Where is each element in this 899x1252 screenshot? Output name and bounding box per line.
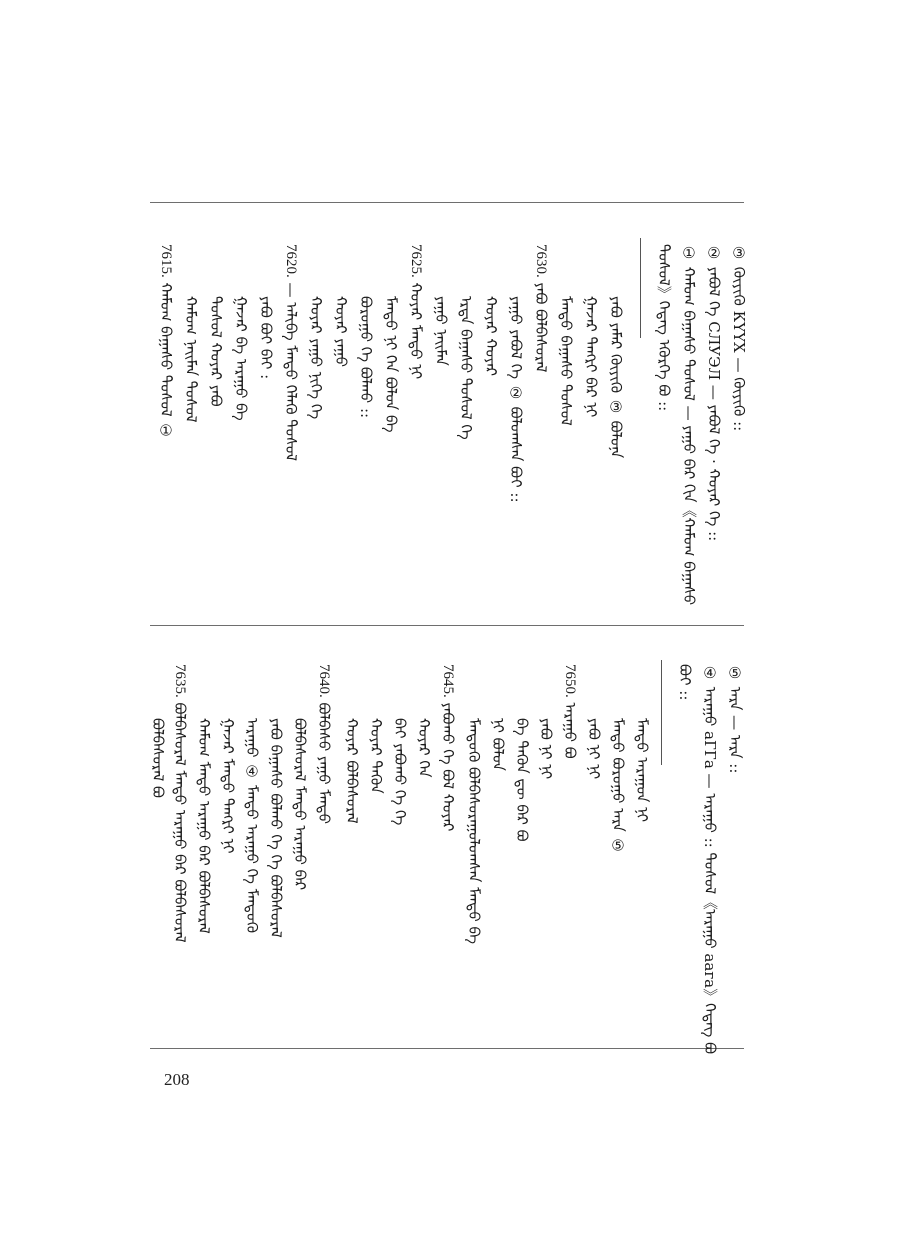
verse-line: ᠬᠣᠶᠠᠷ ᠬᠣᠶᠠᠷ <box>482 296 500 376</box>
verse-line: 7615. ᠬᠠᠮᠤᠭ ᠪᠠᠭᠠᠰᠤ ᠲᠤᠰᠤᠯ ① <box>157 244 175 440</box>
verse-line: ᠬᠣᠶᠠᠷ ᠪᠣᠯᠪᠠᠰᠤᠷᠠᠯ <box>343 718 361 824</box>
footnote-bottom-1: ⑤ ᠠᠷᠠ — ᠠᠷᠠ :: <box>726 664 744 774</box>
verse-line: ᠬᠠᠮᠤᠭ ᠮᠡᠨᠳᠦ ᠠᠷᠠᠭᠤ ᠪᠠᠷ ᠪᠣᠯᠪᠠᠰᠤᠷᠠᠯ <box>195 718 213 934</box>
verse-line: ᠨᠢ ᠪᠣᠯᠤᠨ <box>489 718 507 771</box>
verse-line: ᠶᠠᠪᠤ ᠨᠢ ᠨᠢ <box>537 718 555 780</box>
footnote-bottom-3: ᠪᠤᠢ :: <box>676 664 694 701</box>
footnote-separator-bottom <box>661 660 662 765</box>
footnote-separator-top <box>640 238 641 338</box>
verse-line: ᠮᠡᠨᠳᠦᠬᠦ ᠪᠣᠯᠪᠠᠰᠤᠷᠠᠭᠤᠯᠤᠭᠰᠠᠨ ᠮᠡᠨᠳᠦ ᠪᠠ <box>465 718 483 945</box>
line-number: 7620. <box>283 244 299 278</box>
line-number: 7630. <box>533 244 549 278</box>
top-rule <box>150 202 744 203</box>
verse-line: ᠶᠠᠪᠤ ᠪᠠᠭᠠᠰᠤ ᠪᠣᠯᠬᠤ ᠬᠡ ᠬᠡ ᠪᠣᠯᠪᠠᠰᠤᠷᠠᠯ <box>267 718 285 938</box>
verse-line: ᠭᠠᠵᠠᠷ ᠪᠠ ᠠᠷᠠᠭᠤ ᠪᠠ <box>232 296 250 421</box>
verse-line: ᠠᠷᠠᠭᠤ ④ ᠮᠡᠨᠳᠦ ᠠᠷᠠᠭᠤ ᠬᠡ ᠮᠡᠨᠳᠦᠬᠦ <box>243 718 261 933</box>
verse-line: 7635. ᠪᠣᠯᠪᠠᠰᠤᠷᠠᠯ ᠮᠡᠨᠳᠦ ᠠᠷᠠᠭᠤ ᠪᠠᠷ ᠪᠣᠯᠪᠠᠰᠤᠷᠠᠯ <box>171 664 189 943</box>
verse-line: ᠬᠣᠶᠠᠷ ᠬᠡᠨ <box>415 718 433 778</box>
verse-line: ᠪᠠ ᠲᠡᠭᠦᠨ ᠳᠦ ᠪᠠᠷ ᠪᠣ <box>513 718 531 842</box>
footnote-top-1: ③ ᠬᠦᠶᠢᠬᠦ КҮҮХ — ᠬᠦᠶᠢᠬᠦ :: <box>730 244 748 432</box>
footnote-top-4: ᠲᠤᠰᠤᠯ》ᠭᠡᠳᠡᠭ ᠡᠭᠦᠷᠭᠡ ᠪᠣ :: <box>655 244 673 412</box>
verse-line: ᠮᠡᠨᠳᠦ ᠪᠤᠷᠣᠭᠤ ᠠᠷᠠ ⑤ <box>609 718 627 855</box>
line-number: 7645. <box>440 664 456 698</box>
verse-line: ᠮᠡᠨᠳᠦ ᠠᠷᠠᠭᠤᠨ ᠨᠢ <box>633 718 651 823</box>
verse-line: ᠬᠣᠶᠠᠷ ᠶᠠᠭᠤ <box>332 296 350 367</box>
verse-line: ᠡᠷᠲᠡ ᠪᠠᠭᠠᠰᠤ ᠲᠤᠰᠤᠯ ᠬᠡ <box>457 296 475 440</box>
footnote-top-3: ① ᠬᠠᠮᠤᠭ ᠪᠠᠭᠠᠰᠤ ᠲᠤᠰᠤᠯ — ᠶᠠᠭᠤ ᠪᠠᠷ ᠬᠢᠨ《ᠬᠠᠮᠤᠭ ᠪᠠᠭᠠᠰᠤ <box>680 244 698 606</box>
verse-line: ᠪᠣᠯᠪᠠᠰᠤᠷᠠᠯ ᠮᠡᠨᠳᠦ ᠠᠷᠠᠭᠤ ᠪᠠᠷ <box>291 718 309 891</box>
verse-line: 7640. ᠪᠣᠯᠪᠠᠰᠤ ᠶᠠᠭᠤ ᠮᠡᠨᠳᠦ <box>315 664 333 825</box>
verse-line: 7630. ᠶᠠᠪᠤ ᠪᠣᠯᠪᠠᠰᠤᠷᠠᠯ <box>532 244 550 373</box>
verse-line: ᠶᠠᠪᠤ ᠶᠠᠮᠠᠷ ᠬᠦᠶᠢᠬᠦ ③ ᠪᠣᠯᠤᠨᠠ <box>607 296 625 459</box>
page-number: 208 <box>164 1070 190 1089</box>
verse-line: ᠪᠣᠯᠪᠠᠰᠤᠷᠠᠯ ᠪᠣ <box>149 718 167 798</box>
verse-line: ᠲᠤᠰᠤᠯ ᠬᠣᠶᠠᠷ ᠶᠠᠪᠤ <box>207 296 225 407</box>
verse-line: 7625. ᠬᠣᠶᠠᠷ ᠮᠡᠨᠳᠦ ᠨᠢ <box>407 244 425 380</box>
line-number: 7625. <box>408 244 424 278</box>
verse-line: ᠪᠤᠷᠣᠭᠤ ᠬᠡ ᠪᠣᠯᠬᠤ :: <box>357 296 375 419</box>
verse-line: ᠭᠠᠵᠠᠷ ᠲᠡᠩᠷᠢ ᠪᠠᠷ ᠨᠢ <box>582 296 600 418</box>
verse-line: ᠬᠣᠶᠠᠷ ᠶᠠᠭᠤ ᠨᠢᠭᠡ ᠬᠡ <box>307 296 325 420</box>
verse-line: 7620. — ᠠᠯᠢᠪᠠ ᠮᠡᠨᠳᠦ ᠬᠡᠯᠡᠬᠦ ᠲᠤᠰᠤᠯ <box>282 244 300 461</box>
footnote-bottom-2: ④ ᠠᠷᠠᠭᠤ аГГа — ᠠᠷᠠᠭᠤ :: ᠲᠤᠰᠤᠯ《ᠠᠷᠠᠭᠤ аага》ᠭᠡᠳᠡᠭ ᠪᠣ <box>701 664 719 1055</box>
line-number: 7615. <box>158 244 174 278</box>
bottom-rule <box>150 1048 744 1049</box>
middle-rule <box>150 625 744 626</box>
line-number: 7635. <box>172 664 188 698</box>
footnote-top-2: ② ᠶᠠᠪᠤᠯ ᠬᠡ СЛУЭЛ — ᠶᠠᠪᠤᠯ ᠬᠡ · ᠬᠣᠶᠠᠷ ᠬᠡ :: <box>705 244 723 542</box>
verse-line: ᠬᠠᠮᠤᠭ ᠨᠠᠢᠮᠠᠨ ᠲᠤᠰᠤᠯ <box>182 296 200 423</box>
verse-line: ᠶᠠᠭᠤ ᠨᠠᠢᠮᠠᠨ <box>432 296 450 366</box>
verse-line: ᠮᠡᠨᠳᠦ ᠪᠠᠭᠠᠰᠤ ᠲᠤᠰᠤᠯ <box>557 296 575 426</box>
verse-line: ᠭᠠᠵᠠᠷ ᠮᠡᠨᠳᠦ ᠲᠡᠩᠷᠢ ᠨᠢ <box>219 718 237 854</box>
verse-line: 7645. ᠶᠠᠪᠤᠬᠤ ᠬᠡ ᠪᠣᠯ ᠬᠣᠶᠠᠷ <box>439 664 457 832</box>
verse-line: ᠶᠠᠪᠤ ᠪᠤᠢ ᠪᠠᠢ : <box>257 296 275 380</box>
verse-line: ᠶᠠᠭᠤ ᠶᠠᠪᠤᠯ ᠬᠡ ② ᠪᠣᠯᠣᠭᠰᠠᠨ ᠪᠤᠢ :: <box>507 296 525 503</box>
verse-line: ᠪᠠᠢ ᠶᠠᠪᠤᠬᠤ ᠬᠡ ᠬᠡ <box>391 718 409 826</box>
verse-line: 7650. ᠠᠷᠠᠭᠤ ᠪᠣ <box>561 664 579 759</box>
verse-line: ᠮᠡᠨᠳᠦ ᠨᠢ ᠬᠡᠨ ᠪᠣᠯᠤᠨ ᠪᠠ <box>382 296 400 433</box>
line-number: 7640. <box>316 664 332 698</box>
verse-line: ᠬᠣᠶᠠᠷ ᠲᠡᠭᠦᠨ <box>367 718 385 794</box>
line-number: 7650. <box>562 664 578 698</box>
verse-line: ᠶᠠᠪᠤ ᠨᠢ ᠨᠢ <box>585 718 603 780</box>
